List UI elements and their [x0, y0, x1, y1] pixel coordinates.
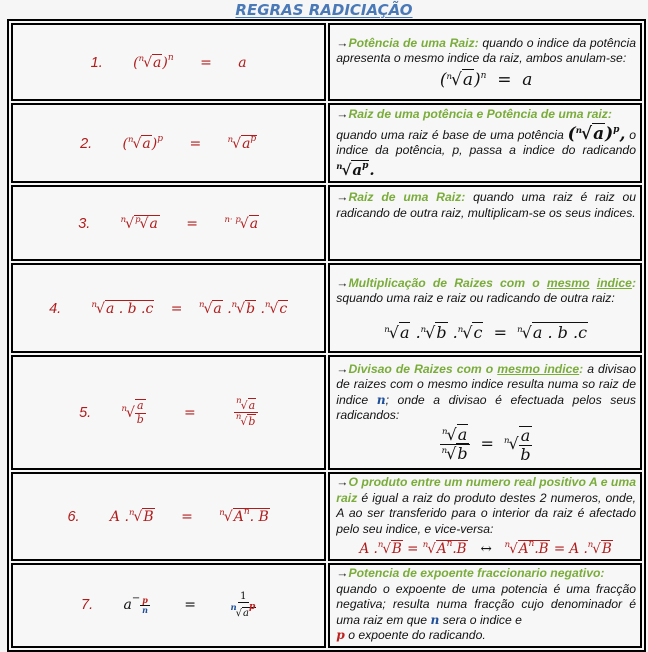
example-formula: $\frac{^n√a}{^n√b}$ = $^n$√ $\frac{a}{b}$ — [441, 425, 531, 464]
rule-heading: Divisao de Raizes com o mesmo indice: — [348, 361, 584, 376]
arrow-icon: → — [336, 275, 349, 290]
formula-left: $(^n√a)^p$ — [122, 134, 164, 152]
table-row — [11, 472, 642, 561]
formula-cell — [11, 472, 326, 561]
rule-heading: Potência de uma Raiz: — [348, 35, 479, 50]
formula-right: a — [238, 55, 247, 71]
rule-number: 4. — [49, 300, 62, 317]
rule-text: o expoente do radicando. — [344, 628, 486, 643]
description-cell — [328, 103, 642, 183]
rule-text: sera o indice e — [439, 612, 522, 627]
rule-text: a divisao de raizes com o mesmo indice resulta numa so raiz de indice — [336, 361, 636, 407]
rule-heading: Multiplicação de Raizes com o mesmo indice: — [348, 275, 636, 290]
arrow-icon: → — [336, 566, 349, 581]
equals-sign: = — [186, 215, 198, 232]
description-cell — [328, 263, 642, 353]
table-row — [11, 563, 642, 648]
table-row — [11, 263, 642, 353]
arrow-icon: → — [336, 35, 349, 50]
formula-right: $^n√a^p$ — [227, 134, 257, 152]
rule-text: ; onde a divisao é efectuada pelos seus radicandos: — [336, 392, 636, 423]
formula-right: $\frac{1}{^n√ap}$ — [230, 591, 256, 619]
rule-number: 7. — [81, 597, 94, 613]
formula-left: $^n$√ $\frac{a}{b}$ — [121, 399, 144, 426]
rule-text: quando o indice da potência apresenta o mesmo indice da raiz, ambos anulam-se: — [336, 35, 637, 66]
table-row — [11, 185, 642, 261]
rule-text: squando uma raiz e raiz ou radicando de outra raiz: — [336, 291, 615, 306]
arrow-icon: → — [336, 361, 349, 376]
rule-heading: Potencia de expoente fraccionario negativo: — [348, 566, 605, 581]
formula-cell — [11, 263, 326, 353]
description-cell — [328, 23, 642, 101]
formula-cell — [11, 563, 326, 648]
rule-number: 2. — [80, 136, 93, 152]
formula-left: $^n$√$^p$√a — [120, 214, 158, 232]
exponent-p-symbol: p — [336, 628, 345, 643]
table-row — [11, 23, 642, 101]
description-cell — [328, 355, 642, 470]
rule-heading: Raiz de uma potência e Potência de uma raiz: — [348, 107, 612, 121]
page-title: REGRAS RADICIAÇÃO — [235, 1, 413, 19]
rule-heading: O produto entre um numero real positivo A e uma raiz — [336, 475, 636, 505]
rule-text: o indice da potência, p, passa a indice do radicando — [336, 127, 636, 157]
index-n-symbol: n — [430, 612, 440, 627]
formula-cell — [11, 23, 326, 101]
rule-text: é igual a raiz do produto destes 2 numeros, onde, A ao ser transferido para o interior da raiz é afectado pelo seu indice, e vice-versa: — [336, 490, 636, 536]
formula-right: $^n$√a .$^n$√b .$^n$√c — [198, 299, 288, 317]
inline-formula: $^n√a^p$. — [336, 160, 375, 179]
rule-number: 3. — [78, 215, 91, 232]
formula-left: A .$^n$√B — [109, 508, 154, 526]
rule-text: quando uma raiz é raiz ou radicando de outra raiz, multiplicam-se os seus indices. — [336, 190, 636, 220]
arrow-icon: → — [336, 475, 349, 489]
table-row — [11, 355, 642, 470]
rule-number: 6. — [67, 509, 80, 526]
formula-cell — [11, 103, 326, 183]
formula-left: $^n$√a . b .c — [91, 299, 154, 317]
arrow-icon: → — [336, 190, 349, 204]
description-cell — [328, 563, 642, 648]
rule-text: quando o expoente de uma potencia é uma fracção negativa; resulta numa fracção cujo denominador é uma raiz em que — [336, 581, 636, 627]
equals-sign: = — [181, 509, 193, 526]
formula-left: $(^n√a)^n$ — [133, 53, 174, 71]
example-formula: A $.^n√B = ^n√A^n.B$ ↔ $^n√A^n.B = A$ .$^n$√B — [359, 539, 612, 557]
formula-right: $\frac{^n√a}{^n√b}$ — [234, 397, 258, 428]
table-row — [11, 103, 642, 183]
formula-cell — [11, 355, 326, 470]
formula-right: $^{n\cdot p}$√a — [224, 214, 259, 232]
description-cell — [328, 185, 642, 261]
equals-sign: = — [184, 597, 196, 613]
equals-sign: = — [183, 404, 196, 421]
rule-heading: Raiz de uma Raiz: — [348, 190, 466, 204]
equals-sign: = — [189, 136, 202, 152]
formula-left: a− $\frac{p}{n}$ — [123, 593, 148, 615]
example-formula: $^n$√a .$^n$√b .$^n$√c = $^n$√a . b .c — [384, 322, 588, 342]
rules-table — [7, 19, 646, 652]
equals-sign: = — [200, 55, 212, 71]
example-formula: $(^n√a)^n = a$ — [439, 69, 533, 90]
rule-number: 5. — [79, 404, 92, 421]
description-cell — [328, 472, 642, 561]
inline-formula: $(^n√a)^p$, — [567, 123, 626, 144]
rule-number: 1. — [90, 55, 103, 71]
formula-right: $^n√A^n$. B — [219, 507, 269, 526]
equals-sign: = — [170, 300, 183, 317]
arrow-icon: → — [336, 107, 349, 121]
rule-text: quando uma raiz é base de uma potência — [336, 127, 564, 142]
formula-cell — [11, 185, 326, 261]
index-n-symbol: n — [376, 392, 386, 407]
